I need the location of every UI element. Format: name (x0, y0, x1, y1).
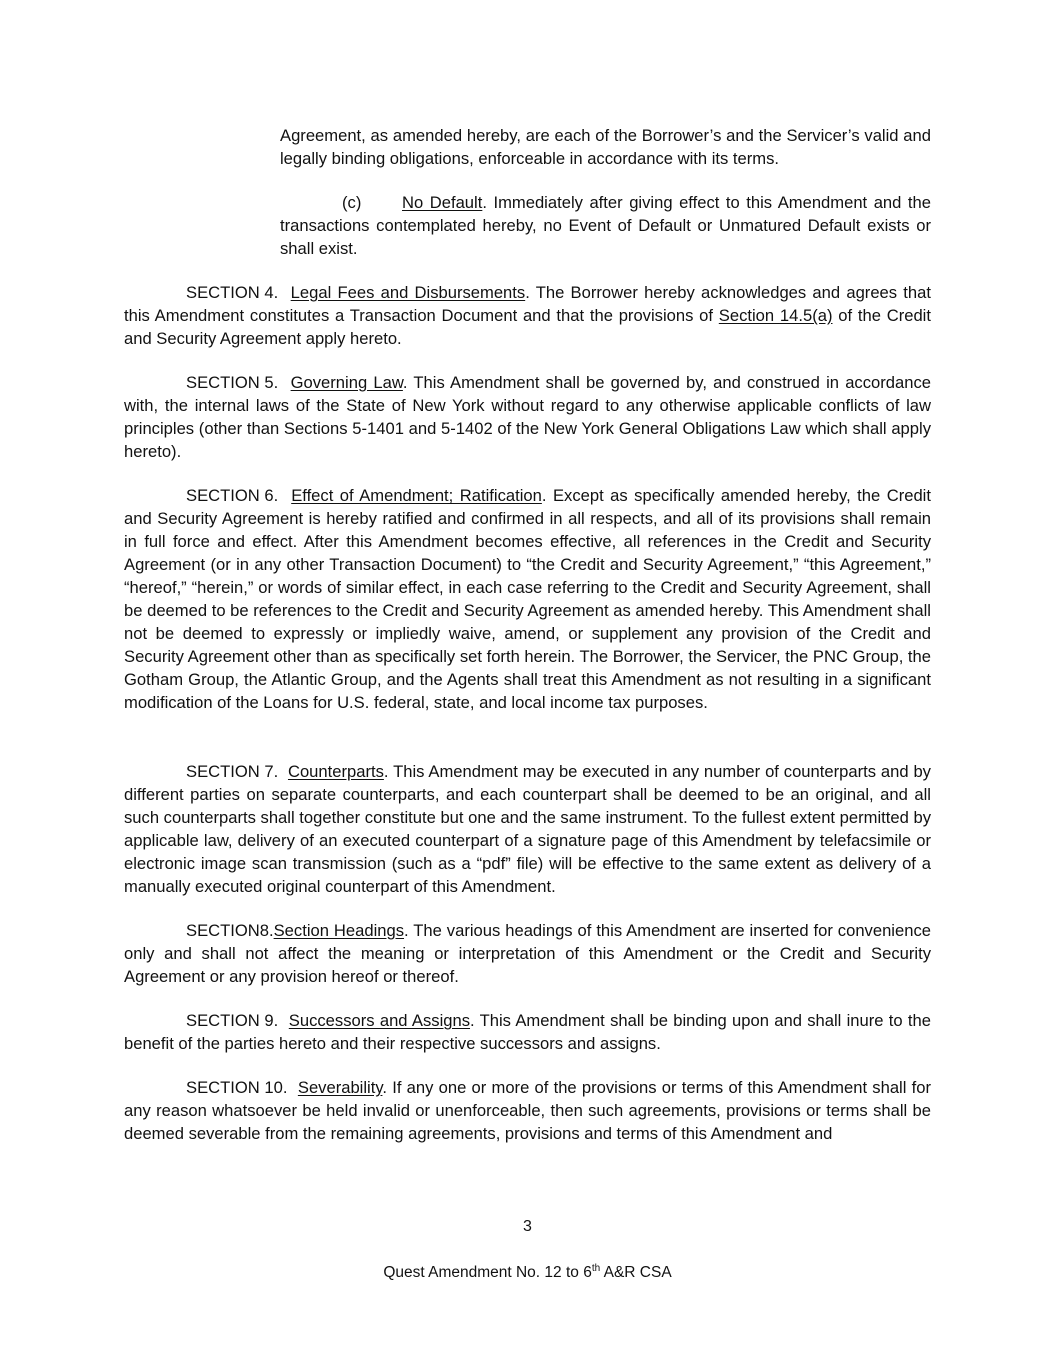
section-7-number: SECTION 7. (186, 762, 279, 781)
section-4-number: SECTION 4. (186, 283, 279, 302)
section-10-paragraph (124, 1076, 931, 1145)
section-10-heading: Severability (297, 1078, 383, 1097)
section-10-text: . If any one or more of the provisions or terms of this Amendment shall for any reason whatsoever be held invalid or unenforceable, then such agreements, provisions or terms shall be deemed severable from the remaining agreements, provisions and terms of this Amendment and (124, 1078, 931, 1143)
section-5-text: . This Amendment shall be governed by, and construed in accordance with, the internal laws of the State of New York without regard to any otherwise applicable conflicts of law principles (other than Sections 5-1401 and 5-1402 of the New York General Obligations Law which shall apply hereto). (124, 373, 931, 461)
doc-label-sup: th (591, 1262, 601, 1274)
section-9-text: . This Amendment shall be binding upon and shall inure to the benefit of the parties hereto and their respective successors and assigns. (124, 1011, 931, 1053)
section-6-text: . Except as specifically amended hereby, the Credit and Security Agreement is hereby ratified and confirmed in all respects, and all of its provisions shall remain in full force and effect. After this Amendment becomes effective, all references in the Credit and Security Agreement (or in any other Transaction Document) to “the Credit and Security Agreement,” “this Agreement,” “hereof,” “herein,” or words of similar effect, in each case referring to the Credit and Security Agreement, shall be deemed to be references to the Credit and Security Agreement as amended hereby. This Amendment shall not be deemed to expressly or impliedly waive, amend, or supplement any provision of the Credit and Security Agreement other than as specifically set forth herein. The Borrower, the Servicer, the PNC Group, the Gotham Group, the Atlantic Group, and the Agents shall treat this Amendment as not resulting in a significant modification of the Loans for U.S. federal, state, and local income tax purposes. (124, 486, 931, 712)
intro-text: Agreement, as amended hereby, are each of the Borrower’s and the Servicer’s valid and legally binding obligations, enforceable in accordance with its terms. (280, 126, 931, 168)
section-9-heading: Successors and Assigns (288, 1011, 471, 1030)
section-4-paragraph (124, 281, 931, 350)
section-4-text-before: . The Borrower hereby acknowledges and agrees that this Amendment constitutes a Transaction Document and that the provisions of (124, 283, 931, 325)
item-c-label: (c) (342, 193, 362, 212)
section-5-number: SECTION 5. (186, 373, 279, 392)
section-8-heading: Section Headings (273, 921, 405, 940)
intro-paragraph (280, 124, 931, 170)
section-5-heading: Governing Law (290, 373, 403, 392)
section-6-paragraph (124, 484, 931, 714)
page-number: 3 (523, 1218, 532, 1235)
item-c-text: . Immediately after giving effect to this Amendment and the transactions contemplated hereby, no Event of Default or Unmatured Default exists or shall exist. (280, 193, 931, 258)
document-label (0, 1264, 1055, 1282)
section-7-heading: Counterparts (287, 762, 384, 781)
section-8-text: . The various headings of this Amendment are inserted for convenience only and shall not affect the meaning or interpretation of this Amendment or the Credit and Security Agreement or any provision hereof or thereof. (124, 921, 931, 986)
section-8-number: SECTION8. (186, 921, 274, 940)
section-9-number: SECTION 9. (186, 1011, 279, 1030)
item-c-paragraph (280, 191, 931, 260)
doc-label-prefix: Quest Amendment No. 12 to 6 (383, 1264, 592, 1281)
section-7-text: . This Amendment may be executed in any number of counterparts and by different parties on separate counterparts, and each counterpart shall be deemed to be an original, and all such counterparts shall together constitute but one and the same instrument. To the fullest extent permitted by applicable law, delivery of an executed counterpart of a signature page of this Amendment by telefacsimile or electronic image scan transmission (such as a “pdf” file) will be effective to the same extent as delivery of a manually executed original counterpart of this Amendment. (124, 762, 931, 896)
section-4-heading: Legal Fees and Disbursements (290, 283, 526, 302)
section-ref-link: Section 14.5(a) (718, 306, 833, 325)
doc-label-suffix: A&R CSA (600, 1264, 672, 1281)
item-c-heading: No Default (402, 193, 483, 212)
section-6-heading: Effect of Amendment; Ratification (291, 486, 542, 505)
section-6-number: SECTION 6. (186, 486, 279, 505)
section-7-paragraph (124, 760, 931, 898)
section-4-text-after: of the Credit and Security Agreement apply hereto. (124, 306, 931, 348)
section-8-paragraph (124, 919, 931, 988)
section-10-number: SECTION 10. (186, 1078, 288, 1097)
section-9-paragraph (124, 1009, 931, 1055)
section-5-paragraph (124, 371, 931, 463)
